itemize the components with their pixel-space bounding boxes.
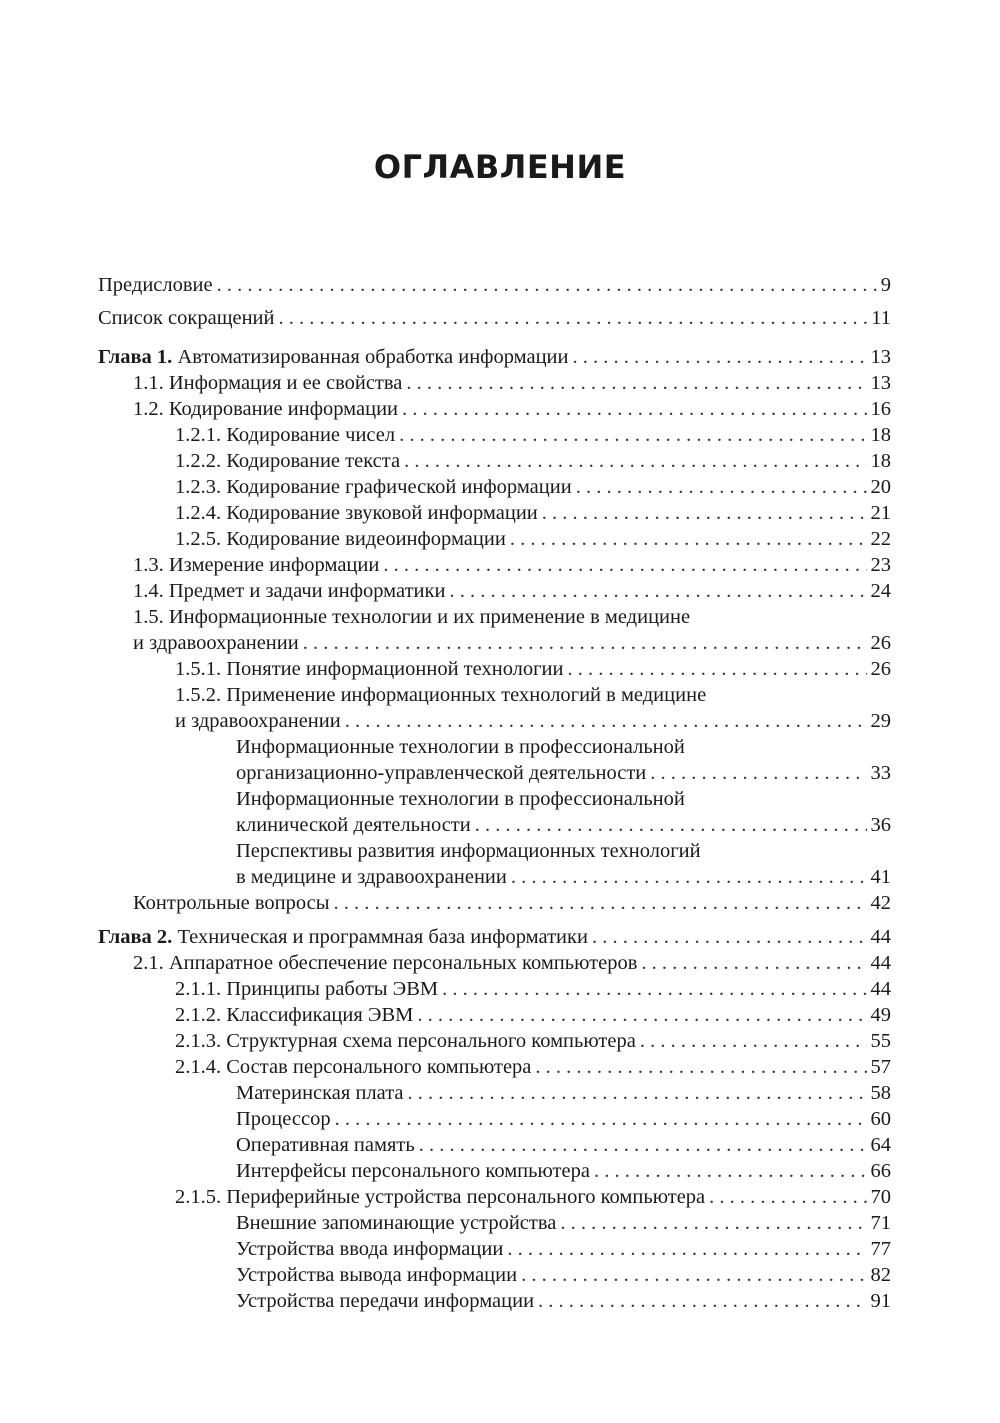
toc-entry[interactable] [98, 552, 891, 578]
dot-leader [475, 812, 867, 838]
toc-entry[interactable] [98, 950, 891, 976]
toc-entry[interactable] [98, 1106, 891, 1132]
toc-page-number: 9 [880, 274, 891, 296]
dot-leader [507, 1236, 866, 1262]
toc-page-number: 42 [870, 892, 891, 914]
toc-entry[interactable] [98, 370, 891, 396]
toc-page-number: 26 [870, 632, 891, 654]
toc-entry-chapter-2[interactable] [98, 924, 891, 950]
toc-page-number: 26 [870, 658, 891, 680]
toc-entry-label: и здравоохранении [133, 632, 299, 654]
toc-entry[interactable] [98, 1236, 891, 1262]
toc-page-number: 41 [870, 866, 891, 888]
toc-entry[interactable] [98, 1080, 891, 1106]
toc-entry[interactable] [98, 708, 891, 734]
dot-leader [408, 1080, 867, 1106]
chapter-title: Автоматизированная обработка информации [172, 346, 569, 368]
dot-leader [449, 578, 866, 604]
toc-entry[interactable] [98, 760, 891, 786]
toc-entry[interactable] [98, 1158, 891, 1184]
toc-entry[interactable] [98, 1262, 891, 1288]
toc-entry-label: клинической деятельности [236, 814, 471, 836]
toc-entry-first-line: 1.5.2. Применение информационных технологий в медицине [175, 684, 707, 706]
toc-entry-label: Устройства передачи информации [236, 1290, 535, 1312]
toc-page-number: 33 [870, 762, 891, 784]
toc-page-number: 71 [870, 1212, 891, 1234]
toc-page-number: 91 [870, 1290, 891, 1312]
section-gap [98, 916, 891, 924]
toc-entry-label: 2.1.3. Структурная схема персонального компьютера [175, 1030, 636, 1052]
table-of-contents [98, 270, 891, 1314]
toc-page-number: 23 [870, 554, 891, 576]
dot-leader [217, 270, 877, 300]
toc-entry[interactable] [98, 578, 891, 604]
dot-leader [535, 1054, 866, 1080]
toc-page-number: 24 [870, 580, 891, 602]
toc-entry-label: Устройства ввода информации [236, 1238, 504, 1260]
toc-page-number: 13 [870, 372, 891, 394]
toc-entry-label: Процессор [236, 1108, 331, 1130]
dot-leader [345, 708, 867, 734]
toc-entry-label: Интерфейсы персонального компьютера [236, 1160, 590, 1182]
toc-entry-first-line: Перспективы развития информационных технологий [236, 840, 701, 862]
toc-entry-label: Оперативная память [236, 1134, 415, 1156]
dot-leader [510, 526, 867, 552]
toc-page-number: 21 [870, 502, 891, 524]
toc-entry-label: Предисловие [98, 274, 213, 296]
toc-entry[interactable] [98, 1288, 891, 1314]
toc-entry[interactable] [98, 1132, 891, 1158]
toc-entry[interactable] [98, 1210, 891, 1236]
toc-entry[interactable] [98, 890, 891, 916]
toc-page-number: 18 [870, 424, 891, 446]
toc-entry-label: 1.2.4. Кодирование звуковой информации [175, 502, 538, 524]
dot-leader [594, 1158, 867, 1184]
toc-entry[interactable] [98, 448, 891, 474]
toc-page-number: 82 [870, 1264, 891, 1286]
toc-page-number: 77 [870, 1238, 891, 1260]
toc-page-number: 20 [870, 476, 891, 498]
toc-entry[interactable] [98, 1002, 891, 1028]
toc-entry-label: и здравоохранении [175, 710, 341, 732]
toc-entry-label: 1.2.5. Кодирование видеоинформации [175, 528, 506, 550]
toc-page-number: 70 [870, 1186, 891, 1208]
toc-entry-label: 1.2. Кодирование информации [133, 398, 399, 420]
toc-entry-preface[interactable] [98, 270, 891, 300]
toc-page-number: 57 [870, 1056, 891, 1078]
dot-leader [419, 1132, 867, 1158]
toc-page-number: 13 [870, 346, 891, 368]
toc-entry-label: Внешние запоминающие устройства [236, 1212, 557, 1234]
chapter-prefix: Глава 2. [98, 926, 173, 948]
toc-entry-abbreviations[interactable] [98, 300, 891, 336]
chapter-title: Техническая и программная база информатики [172, 926, 588, 948]
toc-entry-first-line: 1.5. Информационные технологии и их применение в медицине [133, 606, 691, 628]
dot-leader [641, 950, 866, 976]
toc-entry[interactable] [98, 422, 891, 448]
toc-entry[interactable] [98, 630, 891, 656]
toc-page-number: 36 [870, 814, 891, 836]
toc-entry-label: 1.2.1. Кодирование чисел [175, 424, 396, 446]
dot-leader [334, 890, 867, 916]
toc-entry-label: 2.1.1. Принципы работы ЭВМ [175, 978, 439, 1000]
toc-page-number: 60 [870, 1108, 891, 1130]
toc-entry-chapter-1[interactable] [98, 344, 891, 370]
toc-entry[interactable] [98, 474, 891, 500]
dot-leader [640, 1028, 867, 1054]
dot-leader [592, 924, 867, 950]
toc-entry-label: 2.1. Аппаратное обеспечение персональных компьютеров [133, 952, 638, 974]
toc-page-number: 18 [870, 450, 891, 472]
toc-entry-label: 1.2.3. Кодирование графической информации [175, 476, 572, 498]
toc-entry-label: 2.1.2. Классификация ЭВМ [175, 1004, 414, 1026]
toc-entry-label: в медицине и здравоохранении [236, 866, 507, 888]
toc-entry[interactable] [98, 396, 891, 422]
dot-leader [709, 1184, 866, 1210]
dot-leader [404, 448, 866, 474]
toc-page-number: 44 [870, 952, 891, 974]
toc-entry-label: 2.1.4. Состав персонального компьютера [175, 1056, 532, 1078]
dot-leader [576, 474, 867, 500]
toc-entry-label: 1.2.2. Кодирование текста [175, 450, 401, 472]
toc-page-number: 44 [870, 926, 891, 948]
toc-entry-first-line: Информационные технологии в профессиональной [236, 788, 685, 810]
dot-leader [402, 396, 866, 422]
dot-leader [442, 976, 866, 1002]
toc-page-number: 55 [870, 1030, 891, 1052]
dot-leader [568, 656, 867, 682]
toc-entry-label: Список сокращений [98, 307, 275, 329]
toc-entry[interactable] [98, 1054, 891, 1080]
toc-entry-first-line: Информационные технологии в профессиональной [236, 736, 685, 758]
toc-entry-label: организационно-управленческой деятельности [236, 762, 647, 784]
dot-leader [417, 1002, 866, 1028]
dot-leader [383, 552, 866, 578]
toc-page-number: 16 [870, 398, 891, 420]
toc-entry-label: 1.3. Измерение информации [133, 554, 380, 576]
toc-entry[interactable] [98, 812, 891, 838]
dot-leader [406, 370, 866, 396]
dot-leader [521, 1262, 866, 1288]
dot-leader [560, 1210, 866, 1236]
toc-page-number: 44 [870, 978, 891, 1000]
toc-entry-label: Материнская плата [236, 1082, 404, 1104]
toc-page-number: 11 [871, 307, 891, 329]
toc-entry[interactable] [98, 500, 891, 526]
toc-entry[interactable] [98, 864, 891, 890]
toc-entry-label [98, 344, 569, 370]
dot-leader [335, 1106, 867, 1132]
toc-page-number: 66 [870, 1160, 891, 1182]
chapter-prefix: Глава 1. [98, 346, 173, 368]
toc-entry[interactable] [98, 976, 891, 1002]
toc-entry-label: Контрольные вопросы [133, 892, 330, 914]
toc-page-number: 22 [870, 528, 891, 550]
toc-entry[interactable] [98, 656, 891, 682]
dot-leader [650, 760, 866, 786]
toc-entry[interactable] [98, 1028, 891, 1054]
toc-page-number: 64 [870, 1134, 891, 1156]
toc-entry-label: 1.4. Предмет и задачи информатики [133, 580, 446, 602]
toc-entry-label: 2.1.5. Периферийные устройства персонального компьютера [175, 1186, 706, 1208]
dot-leader [538, 1288, 866, 1314]
dot-leader [279, 300, 868, 336]
toc-entry-label [98, 924, 588, 950]
dot-leader [573, 344, 867, 370]
dot-leader [399, 422, 866, 448]
toc-page-number: 29 [870, 710, 891, 732]
dot-leader [542, 500, 867, 526]
toc-entry[interactable] [98, 1184, 891, 1210]
dot-leader [303, 630, 867, 656]
toc-page-number: 58 [870, 1082, 891, 1104]
toc-entry[interactable] [98, 526, 891, 552]
page-title: ОГЛАВЛЕНИЕ [373, 148, 627, 186]
section-gap [98, 336, 891, 344]
toc-entry-label: 1.1. Информация и ее свойства [133, 372, 403, 394]
toc-page-number: 49 [870, 1004, 891, 1026]
dot-leader [511, 864, 867, 890]
toc-entry-label: 1.5.1. Понятие информационной технологии [175, 658, 564, 680]
toc-entry-label: Устройства вывода информации [236, 1264, 518, 1286]
